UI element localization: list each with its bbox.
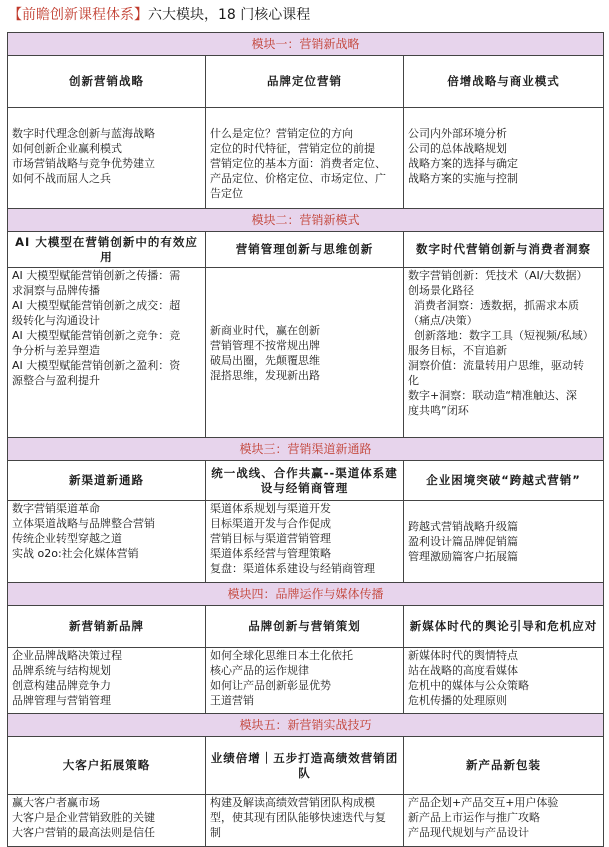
course-line: 危机中的媒体与公众策略 xyxy=(408,679,529,692)
course-pair xyxy=(408,519,599,534)
module-2-cell-2 xyxy=(206,268,404,438)
course-item: 客户拓展篇 xyxy=(463,550,518,563)
course-line: 渠道体系规划与渠道开发 xyxy=(210,502,331,515)
course-line: 品牌系统与结构规划 xyxy=(12,664,111,677)
module-2-header-1: AI 大模型在营销创新中的有效应用 xyxy=(8,232,206,268)
module-4-cell-2 xyxy=(206,648,404,714)
module-1-cell-1 xyxy=(8,108,206,209)
module-1-header-3: 倍增战略与商业模式 xyxy=(404,56,604,108)
course-line: 赢大客户者赢市场 xyxy=(12,796,100,809)
course-line: 混搭思维，发现新出路 xyxy=(210,368,320,382)
course-line: 创新落地：数字工具（短视频/私域） xyxy=(414,329,594,342)
course-line: 制 xyxy=(210,826,221,839)
course-line: 如何不战而屈人之兵 xyxy=(12,172,111,185)
course-line: 源整合与盈利提升 xyxy=(12,374,100,387)
module-5-header-1: 大客户拓展策略 xyxy=(8,737,206,795)
title-text: 六大模块，18 门核心课程 xyxy=(148,7,311,23)
course-line: 如何全球化思维日本土化依托 xyxy=(210,649,353,662)
module-5-title: 模块五：新营销实战技巧 xyxy=(8,714,604,737)
module-1-cell-3 xyxy=(404,108,604,209)
course-line: 消费者洞察：透数据，抓需求本质 xyxy=(414,299,579,312)
module-3-header-3: 企业困境突破“跨越式营销” xyxy=(404,461,604,501)
course-line: 营销管理不按常规出牌 xyxy=(210,338,320,352)
module-4-title: 模块四：品牌运作与媒体传播 xyxy=(8,583,604,606)
module-5-cell-1 xyxy=(8,795,206,847)
module-1-header-1: 创新营销战略 xyxy=(8,56,206,108)
course-line: 营销定位的基本方面：消费者定位、 xyxy=(210,157,386,170)
course-line: 市场营销战略与竞争优势建立 xyxy=(12,157,155,170)
course-line: 数字+洞察：联动造“精准触达、深 xyxy=(408,389,577,402)
course-line: AI 大模型赋能营销创新之成交：超 xyxy=(12,299,181,312)
course-line: 定位的时代特征，营销定位的前提 xyxy=(210,142,375,155)
course-line: 数字时代理念创新与蓝海战略 xyxy=(12,127,155,140)
course-line: 创场景化路径 xyxy=(408,284,474,297)
module-3-header-2: 统一战线、合作共赢--渠道体系建设与经销商管理 xyxy=(206,461,404,501)
course-line: 实战 o2o:社会化媒体营销 xyxy=(12,547,139,560)
course-line: 产品企划+产品交互+用户体验 xyxy=(408,796,559,809)
course-table xyxy=(7,32,604,847)
course-line: 产品现代规划与产品设计 xyxy=(408,826,529,839)
module-3-cell-3 xyxy=(404,501,604,583)
module-3-header-1: 新渠道新通路 xyxy=(8,461,206,501)
course-line: 数字营销渠道革命 xyxy=(12,502,100,515)
course-line: 洞察价值：流量转用户思维，驱动转 xyxy=(408,359,584,372)
course-line: 服务目标，不盲追新 xyxy=(408,344,507,357)
course-line: 新商业时代，赢在创新 xyxy=(210,323,320,337)
course-line: 数字营销创新：凭技术（AI/大数据） xyxy=(408,269,588,282)
course-line: 复盘：渠道体系建设与经销商管理 xyxy=(210,562,375,575)
module-2-header-3: 数字时代营销创新与消费者洞察 xyxy=(404,232,604,268)
course-pair xyxy=(408,534,599,549)
module-1-header-2: 品牌定位营销 xyxy=(206,56,404,108)
course-line: 战略方案的实施与控制 xyxy=(408,172,518,185)
module-1-cell-2 xyxy=(206,108,404,209)
course-line: 大客户营销的最高法则是信任 xyxy=(12,826,155,839)
module-2-header-2: 营销管理创新与思维创新 xyxy=(206,232,404,268)
course-line: 争分析与差异塑造 xyxy=(12,344,100,357)
course-line: 级转化与沟通设计 xyxy=(12,314,100,327)
module-4-header-3: 新媒体时代的舆论引导和危机应对 xyxy=(404,606,604,648)
module-4-header-1: 新营销新品牌 xyxy=(8,606,206,648)
course-line: 化 xyxy=(408,374,419,387)
module-5-cell-2 xyxy=(206,795,404,847)
course-line: 如何创新企业赢利模式 xyxy=(12,142,122,155)
module-4-cell-1 xyxy=(8,648,206,714)
course-line: 公司的总体战略规划 xyxy=(408,142,507,155)
course-line: 王道营销 xyxy=(210,694,254,707)
module-5-cell-3 xyxy=(404,795,604,847)
module-2-cell-3 xyxy=(404,268,604,438)
course-line: 度共鸣”闭环 xyxy=(408,404,469,417)
course-line: 公司内外部环境分析 xyxy=(408,127,507,140)
course-line: 告定位 xyxy=(210,187,243,200)
course-line: 品牌管理与营销管理 xyxy=(12,694,111,707)
module-4-header-2: 品牌创新与营销策划 xyxy=(206,606,404,648)
course-line: 企业品牌战略决策过程 xyxy=(12,649,122,662)
course-pair xyxy=(408,549,599,564)
module-2-cell-1 xyxy=(8,268,206,438)
course-line: 危机传播的处理原则 xyxy=(408,694,507,707)
course-line: 型，使其现有团队能够快速迭代与复 xyxy=(210,811,386,824)
course-line: 大客户是企业营销致胜的关键 xyxy=(12,811,155,824)
module-5-header-2: 业绩倍增｜五步打造高绩效营销团队 xyxy=(206,737,404,795)
course-line: 新媒体时代的舆情特点 xyxy=(408,649,518,662)
course-line: AI 大模型赋能营销创新之竞争：竞 xyxy=(12,329,181,342)
course-line: 站在战略的高度看媒体 xyxy=(408,664,518,677)
course-line: 新产品上市运作与推广攻略 xyxy=(408,811,540,824)
module-4-cell-3 xyxy=(404,648,604,714)
course-line: 渠道体系经营与管理策略 xyxy=(210,547,331,560)
course-line: 目标渠道开发与合作促成 xyxy=(210,517,331,530)
course-item: 管理激励篇 xyxy=(408,550,463,563)
course-line: 营销目标与渠道营销管理 xyxy=(210,532,331,545)
course-item: 盈利设计篇 xyxy=(408,535,463,548)
module-5-header-3: 新产品新包装 xyxy=(404,737,604,795)
course-line: 什么是定位？营销定位的方向 xyxy=(210,127,353,140)
course-line: 如何让产品创新彰显优势 xyxy=(210,679,331,692)
module-2-title: 模块二：营销新模式 xyxy=(8,209,604,232)
course-line: 立体渠道战略与品牌整合营销 xyxy=(12,517,155,530)
module-3-cell-1 xyxy=(8,501,206,583)
course-line: AI 大模型赋能营销创新之传播：需 xyxy=(12,269,181,282)
page-title xyxy=(8,4,310,26)
course-line: 构建及解读高绩效营销团队构成模 xyxy=(210,796,375,809)
course-item: 跨越式营销 xyxy=(408,520,463,533)
course-line: 核心产品的运作规律 xyxy=(210,664,309,677)
course-line: 破局出圈，先颠覆思维 xyxy=(210,353,320,367)
module-1-title: 模块一：营销新战略 xyxy=(8,33,604,56)
course-line: AI 大模型赋能营销创新之盈利：资 xyxy=(12,359,181,372)
course-line: 产品定位、价格定位、市场定位、广 xyxy=(210,172,386,185)
title-highlight: 【前瞻创新课程体系】 xyxy=(8,7,148,23)
course-line: 战略方案的选择与确定 xyxy=(408,157,518,170)
course-line: 传统企业转型穿越之道 xyxy=(12,532,122,545)
course-item: 战略升级篇 xyxy=(463,520,518,533)
module-3-cell-2 xyxy=(206,501,404,583)
course-item: 品牌促销篇 xyxy=(463,535,518,548)
module-3-title: 模块三：营销渠道新通路 xyxy=(8,438,604,461)
course-line: （痛点/决策） xyxy=(408,314,478,327)
course-line: 创意构建品牌竞争力 xyxy=(12,679,111,692)
course-line: 求洞察与品牌传播 xyxy=(12,284,100,297)
